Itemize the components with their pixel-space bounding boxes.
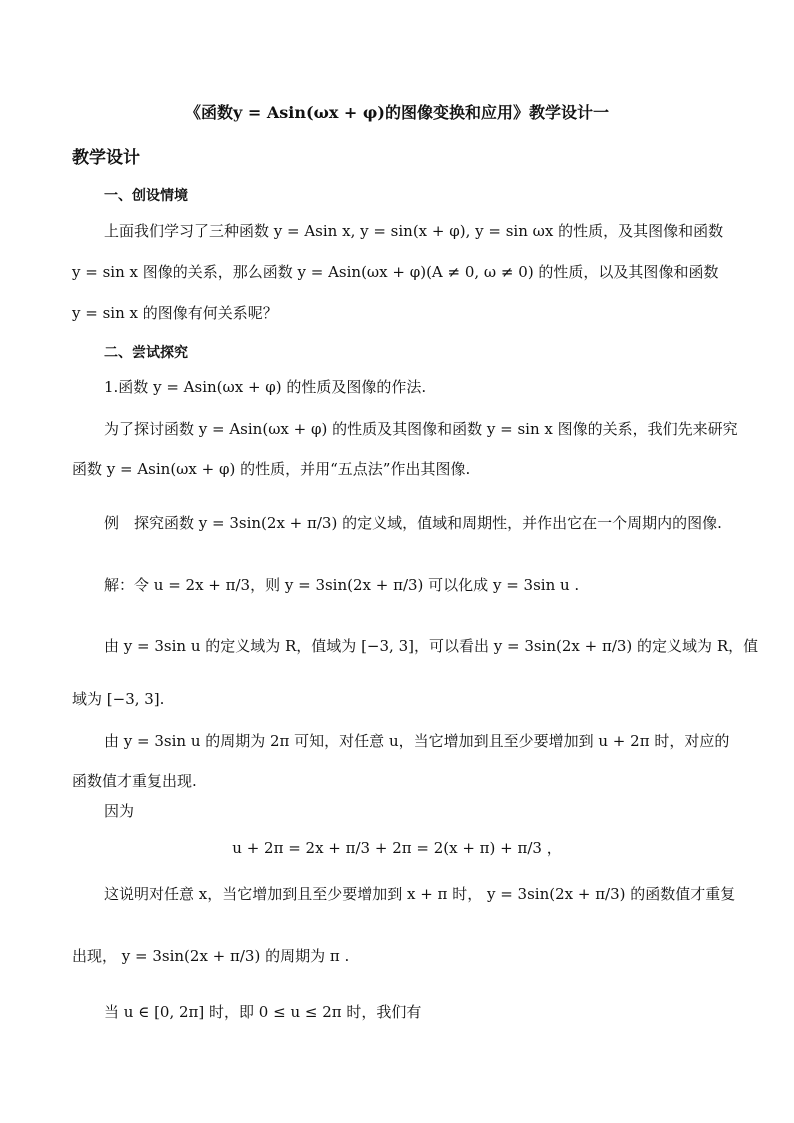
paragraph-line: 域为 [−3, 3].	[72, 690, 165, 708]
paragraph-line: 1.函数 y = Asin(ωx + φ) 的性质及图像的作法.	[104, 378, 427, 396]
paragraph-line: 这说明对任意 x，当它增加到且至少要增加到 x + π 时， y = 3sin(2x + π/3) 的函数值才重复	[104, 885, 736, 903]
paragraph-line: 由 y = 3sin u 的周期为 2π 可知，对任意 u，当它增加到且至少要增加到 u + 2π 时，对应的	[104, 732, 730, 750]
paragraph-line: 函数值才重复出现.	[72, 772, 197, 790]
paragraph-line: 当 u ∈ [0, 2π] 时，即 0 ≤ u ≤ 2π 时，我们有	[104, 1003, 422, 1021]
paragraph-line: 出现， y = 3sin(2x + π/3) 的周期为 π .	[72, 947, 350, 965]
paragraph-line: 函数 y = Asin(ωx + φ) 的性质，并用“五点法”作出其图像.	[72, 460, 471, 478]
document-title: 《函数y = Asin(ωx + φ)的图像变换和应用》教学设计一	[185, 103, 609, 122]
paragraph-line: y = sin x 的图像有何关系呢？	[72, 304, 278, 322]
paragraph-line: 因为	[104, 802, 135, 820]
main-heading: 教学设计	[72, 148, 140, 168]
section-heading-1: 一、创设情境	[104, 188, 188, 204]
paragraph-line: 上面我们学习了三种函数 y = Asin x, y = sin(x + φ), y = sin ωx 的性质，及其图像和函数	[104, 222, 724, 240]
solution-line: 解：令 u = 2x + π/3，则 y = 3sin(2x + π/3) 可以化成 y = 3sin u .	[104, 576, 580, 594]
section-heading-2: 二、尝试探究	[104, 345, 188, 361]
paragraph-line: y = sin x 图像的关系，那么函数 y = Asin(ωx + φ)(A ≠ 0, ω ≠ 0) 的性质，以及其图像和函数	[72, 263, 719, 281]
paragraph-line: 由 y = 3sin u 的定义域为 R，值域为 [−3, 3]，可以看出 y = 3sin(2x + π/3) 的定义域为 R，值	[104, 637, 759, 655]
example-line: 例 探究函数 y = 3sin(2x + π/3) 的定义域，值域和周期性，并作出它在一个周期内的图像.	[104, 514, 722, 532]
paragraph-line: 为了探讨函数 y = Asin(ωx + φ) 的性质及其图像和函数 y = sin x 图像的关系，我们先来研究	[104, 420, 738, 438]
display-equation: u + 2π = 2x + π/3 + 2π = 2(x + π) + π/3 ，	[232, 839, 562, 857]
